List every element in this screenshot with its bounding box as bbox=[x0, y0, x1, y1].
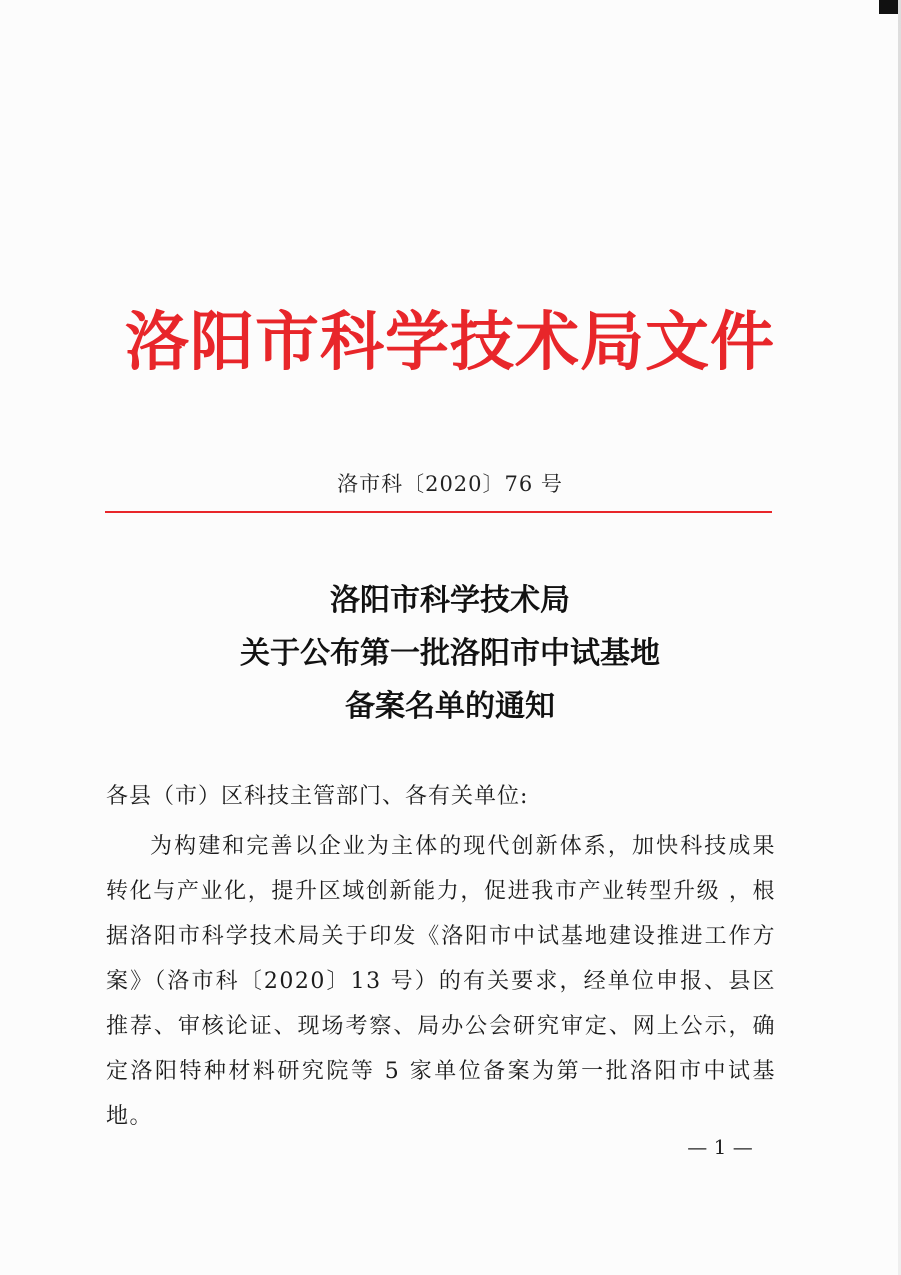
document-masthead: 洛阳市科学技术局文件 bbox=[125, 306, 775, 380]
title-line-2: 关于公布第一批洛阳市中试基地 bbox=[240, 636, 660, 671]
red-divider-line bbox=[105, 511, 772, 513]
page-number: — 1 — bbox=[687, 1135, 753, 1159]
title-line-1: 洛阳市科学技术局 bbox=[330, 583, 570, 618]
document-title bbox=[100, 574, 800, 733]
document-number: 洛市科〔2020〕76 号 bbox=[337, 472, 563, 496]
body-paragraph: 为构建和完善以企业为主体的现代创新体系，加快科技成果转化与产业化，提升区域创新能力，促进我市产业转型升级 ，根据洛阳市科学技术局关于印发《洛阳市中试基地建设推进工作方案》（洛市科〔2020〕13 号）的有关要求，经单位申报、县区推荐、审核论证、现场考察、局办公会研究审定、网上公示，确定洛阳特种材料研究院等 5 家单位备案为第一批洛阳市中试基地。 bbox=[106, 834, 776, 1129]
salutation: 各县（市）区科技主管部门、各有关单位: bbox=[106, 784, 529, 809]
title-line-3: 备案名单的通知 bbox=[345, 689, 555, 724]
